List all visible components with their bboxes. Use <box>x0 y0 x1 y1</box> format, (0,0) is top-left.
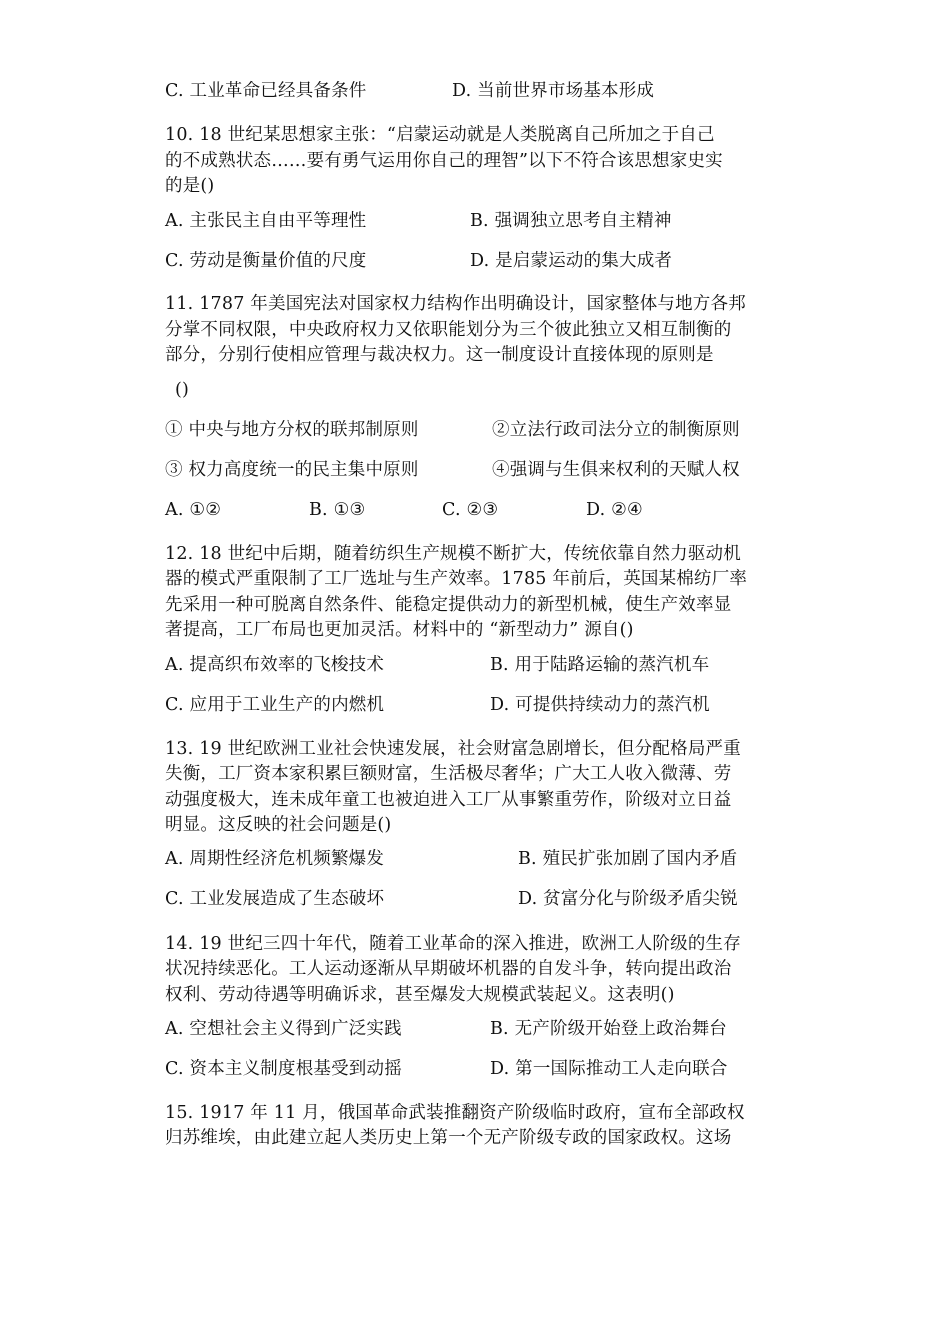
q10-stem-line-2: 的不成熟状态……要有勇气运用你自己的理智”以下不符合该思想家史实 <box>165 151 723 171</box>
q14-stem-line-3: 权利、劳动待遇等明确诉求，甚至爆发大规模武装起义。这表明() <box>165 985 675 1005</box>
q15-stem-line-2: 归苏维埃，由此建立起人类历史上第一个无产阶级专政的国家政权。这场 <box>165 1128 732 1148</box>
q12-stem-line-2: 器的模式严重限制了工厂选址与生产效率。1785 年前后，英国某棉纺厂率 <box>165 569 748 589</box>
q14-option-b: B. 无产阶级开始登上政治舞台 <box>490 1019 727 1039</box>
q11-option-d: D. ②④ <box>586 500 643 520</box>
q14-option-d: D. 第一国际推动工人走向联合 <box>490 1059 728 1079</box>
q11-stem-line-1: 11. 1787 年美国宪法对国家权力结构作出明确设计，国家整体与地方各邦 <box>165 294 746 314</box>
q14-stem-line-2: 状况持续恶化。工人运动逐渐从早期破坏机器的自发斗争，转向提出政治 <box>165 959 732 979</box>
q10-option-d: D. 是启蒙运动的集大成者 <box>470 251 673 271</box>
q11-item-4: ④强调与生俱来权利的天赋人权 <box>492 460 740 480</box>
q10-stem-line-3: 的是() <box>165 176 215 196</box>
q10-option-a: A. 主张民主自由平等理性 <box>165 211 367 231</box>
q10-stem-line-1: 10. 18 世纪某思想家主张：“启蒙运动就是人类脱离自己所加之于自己 <box>165 125 715 145</box>
q11-option-a: A. ①② <box>165 500 222 520</box>
q13-option-b: B. 殖民扩张加剧了国内矛盾 <box>518 849 738 869</box>
q12-option-a: A. 提高织布效率的飞梭技术 <box>165 655 385 675</box>
q9-option-c: C. 工业革命已经具备条件 <box>165 81 367 101</box>
q12-stem-line-1: 12. 18 世纪中后期，随着纺织生产规模不断扩大，传统依靠自然力驱动机 <box>165 544 741 564</box>
q13-option-d: D. 贫富分化与阶级矛盾尖锐 <box>518 889 738 909</box>
q11-stem-line-3: 部分，分别行使相应管理与裁决权力。这一制度设计直接体现的原则是 <box>165 345 714 365</box>
q11-stem-line-4: () <box>175 380 190 400</box>
q11-item-1: ① 中央与地方分权的联邦制原则 <box>165 420 419 440</box>
q13-stem-line-2: 失衡，工厂资本家积累巨额财富，生活极尽奢华；广大工人收入微薄、劳 <box>165 764 732 784</box>
q11-option-b: B. ①③ <box>309 500 366 520</box>
q10-option-b: B. 强调独立思考自主精神 <box>470 211 672 231</box>
q12-option-c: C. 应用于工业生产的内燃机 <box>165 695 385 715</box>
q13-option-a: A. 周期性经济危机频繁爆发 <box>165 849 385 869</box>
q13-stem-line-1: 13. 19 世纪欧洲工业社会快速发展，社会财富急剧增长，但分配格局严重 <box>165 739 741 759</box>
q15-stem-line-1: 15. 1917 年 11 月，俄国革命武装推翻资产阶级临时政府，宣布全部政权 <box>165 1103 745 1123</box>
q11-stem-line-2: 分掌不同权限，中央政府权力又依职能划分为三个彼此独立又相互制衡的 <box>165 320 732 340</box>
q12-stem-line-3: 先采用一种可脱离自然条件、能稳定提供动力的新型机械，使生产效率显 <box>165 595 732 615</box>
q14-option-c: C. 资本主义制度根基受到动摇 <box>165 1059 402 1079</box>
q11-item-2: ②立法行政司法分立的制衡原则 <box>492 420 740 440</box>
q14-stem-line-1: 14. 19 世纪三四十年代，随着工业革命的深入推进，欧洲工人阶级的生存 <box>165 934 741 954</box>
q12-stem-line-4: 著提高，工厂布局也更加灵活。材料中的 “新型动力” 源自() <box>165 620 634 640</box>
q12-option-b: B. 用于陆路运输的蒸汽机车 <box>490 655 710 675</box>
q13-stem-line-4: 明显。这反映的社会问题是() <box>165 815 392 835</box>
q13-option-c: C. 工业发展造成了生态破坏 <box>165 889 385 909</box>
q11-option-c: C. ②③ <box>442 500 499 520</box>
q12-option-d: D. 可提供持续动力的蒸汽机 <box>490 695 710 715</box>
q10-option-c: C. 劳动是衡量价值的尺度 <box>165 251 367 271</box>
q13-stem-line-3: 动强度极大，连未成年童工也被迫进入工厂从事繁重劳作，阶级对立日益 <box>165 790 732 810</box>
q11-item-3: ③ 权力高度统一的民主集中原则 <box>165 460 419 480</box>
q14-option-a: A. 空想社会主义得到广泛实践 <box>165 1019 402 1039</box>
q9-option-d: D. 当前世界市场基本形成 <box>452 81 655 101</box>
